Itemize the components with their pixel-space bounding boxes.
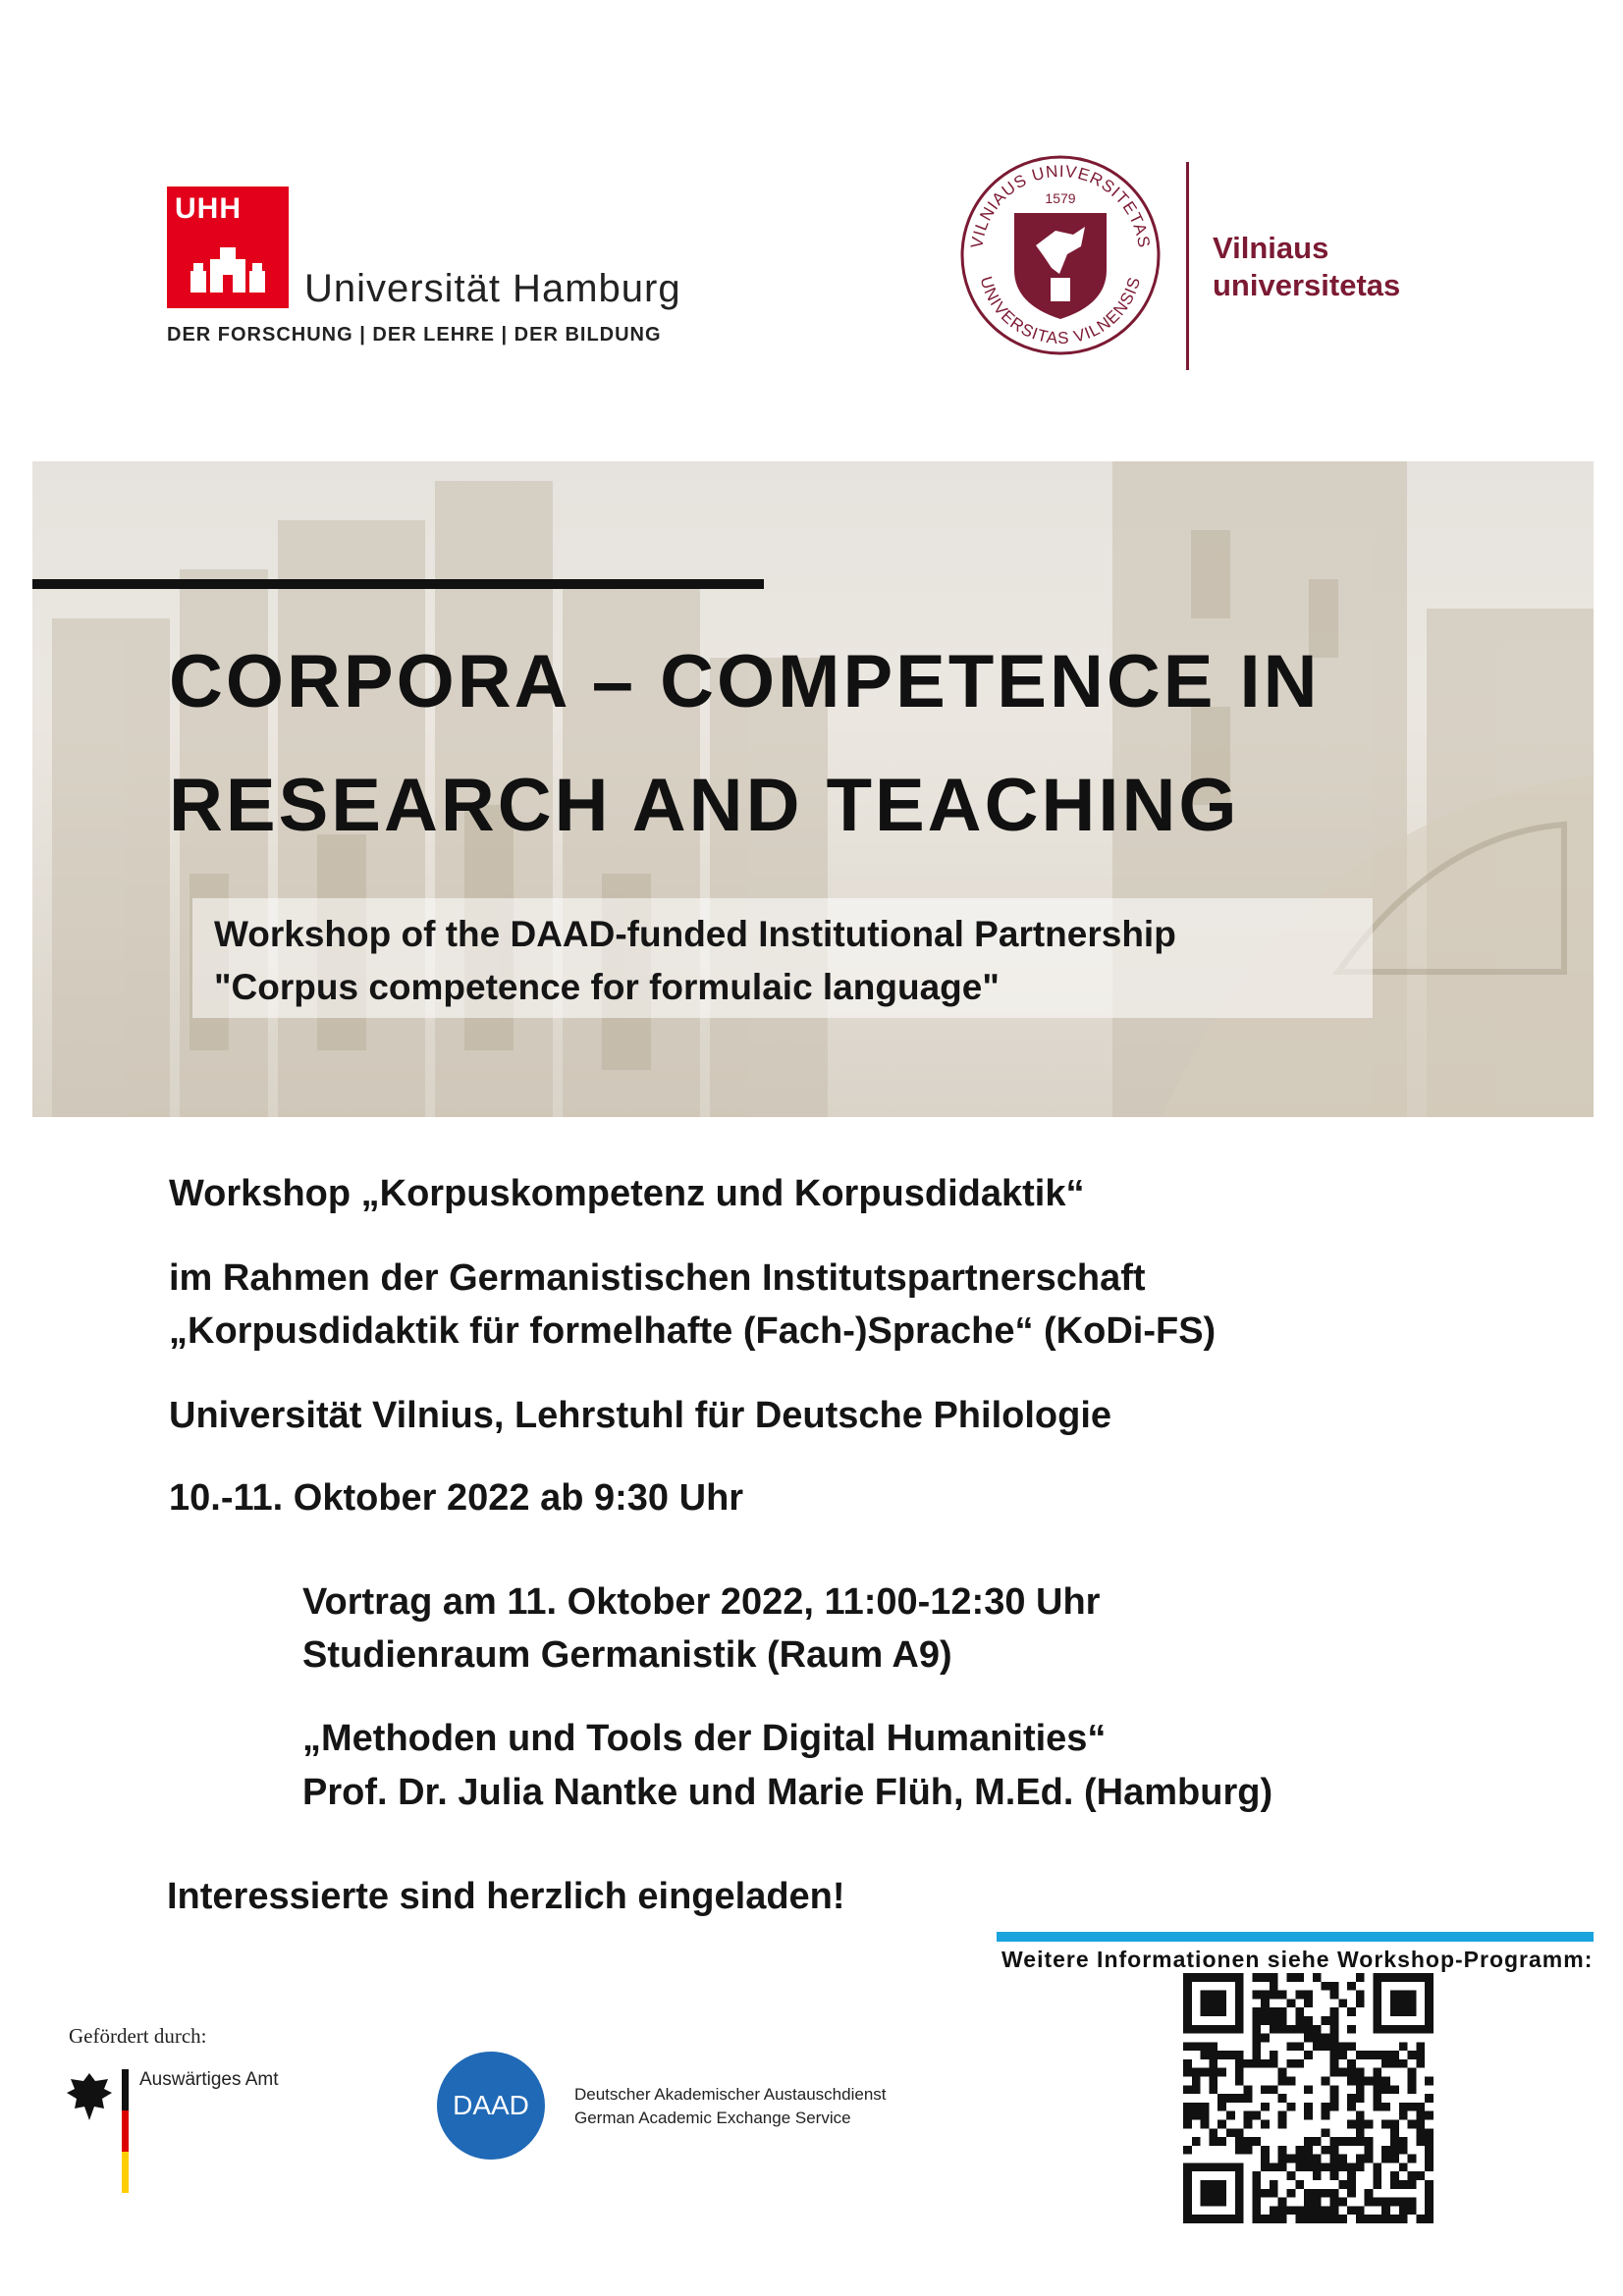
headline bbox=[169, 620, 1321, 868]
qr-code-icon[interactable] bbox=[1183, 1973, 1434, 2223]
german-flag-stripe bbox=[122, 2069, 129, 2193]
talk-title: „Methoden und Tools der Digital Humanities“ bbox=[302, 1718, 1107, 1759]
uhh-name: Universität Hamburg bbox=[304, 267, 681, 310]
daad-logo: DAAD bbox=[437, 2052, 545, 2160]
daad-text-en: German Academic Exchange Service bbox=[574, 2109, 851, 2127]
talk-room: Studienraum Germanistik (Raum A9) bbox=[302, 1634, 952, 1676]
date: 10.-11. Oktober 2022 ab 9:30 Uhr bbox=[169, 1477, 744, 1519]
vu-name-line2: universitetas bbox=[1213, 268, 1401, 302]
location: Universität Vilnius, Lehrstuhl für Deutsche Philologie bbox=[169, 1395, 1112, 1436]
context-line2: „Korpusdidaktik für formelhafte (Fach-)Sprache“ (KoDi-FS) bbox=[169, 1310, 1217, 1352]
uhh-letters: UHH bbox=[175, 192, 242, 225]
invite: Interessierte sind herzlich eingeladen! bbox=[167, 1876, 845, 1917]
vu-seal-bottom: UNIVERSITAS VILNENSIS bbox=[976, 274, 1145, 348]
subtitle bbox=[214, 908, 1176, 1014]
uhh-tagline: DER FORSCHUNG | DER LEHRE | DER BILDUNG bbox=[167, 324, 662, 346]
headline-line1: CORPORA – COMPETENCE IN bbox=[169, 640, 1321, 723]
talk-speakers: Prof. Dr. Julia Nantke und Marie Flüh, M.Ed. (Hamburg) bbox=[302, 1772, 1273, 1813]
federal-eagle-icon bbox=[67, 2071, 112, 2122]
context-line1: im Rahmen der Germanistischen Institutspartnerschaft bbox=[169, 1257, 1146, 1299]
daad-text bbox=[574, 2083, 887, 2130]
vu-seal-year: 1579 bbox=[1045, 190, 1076, 206]
headline-accent-bar bbox=[32, 579, 764, 589]
auswaertiges-amt-label: Auswärtiges Amt bbox=[139, 2069, 279, 2090]
vu-name bbox=[1213, 230, 1400, 304]
funded-by-label: Gefördert durch: bbox=[69, 2024, 207, 2048]
workshop-title: Workshop „Korpuskompetenz und Korpusdidaktik“ bbox=[169, 1173, 1085, 1214]
vilnius-seal-icon bbox=[957, 152, 1163, 358]
talk-time: Vortrag am 11. Oktober 2022, 11:00-12:30 Uhr bbox=[302, 1581, 1101, 1623]
headline-line2: RESEARCH AND TEACHING bbox=[169, 764, 1240, 847]
subtitle-line1: Workshop of the DAAD-funded Institutional Partnership bbox=[214, 914, 1176, 954]
subtitle-line2: "Corpus competence for formulaic language" bbox=[214, 967, 1000, 1007]
vu-seal-top: VILNIAUS UNIVERSITETAS bbox=[967, 161, 1154, 250]
info-accent-bar bbox=[997, 1932, 1594, 1942]
vu-divider bbox=[1186, 162, 1189, 370]
vu-name-line1: Vilniaus bbox=[1213, 231, 1329, 265]
info-text: Weitere Informationen siehe Workshop-Programm: bbox=[1001, 1947, 1594, 1972]
daad-text-de: Deutscher Akademischer Austauschdienst bbox=[574, 2085, 887, 2104]
